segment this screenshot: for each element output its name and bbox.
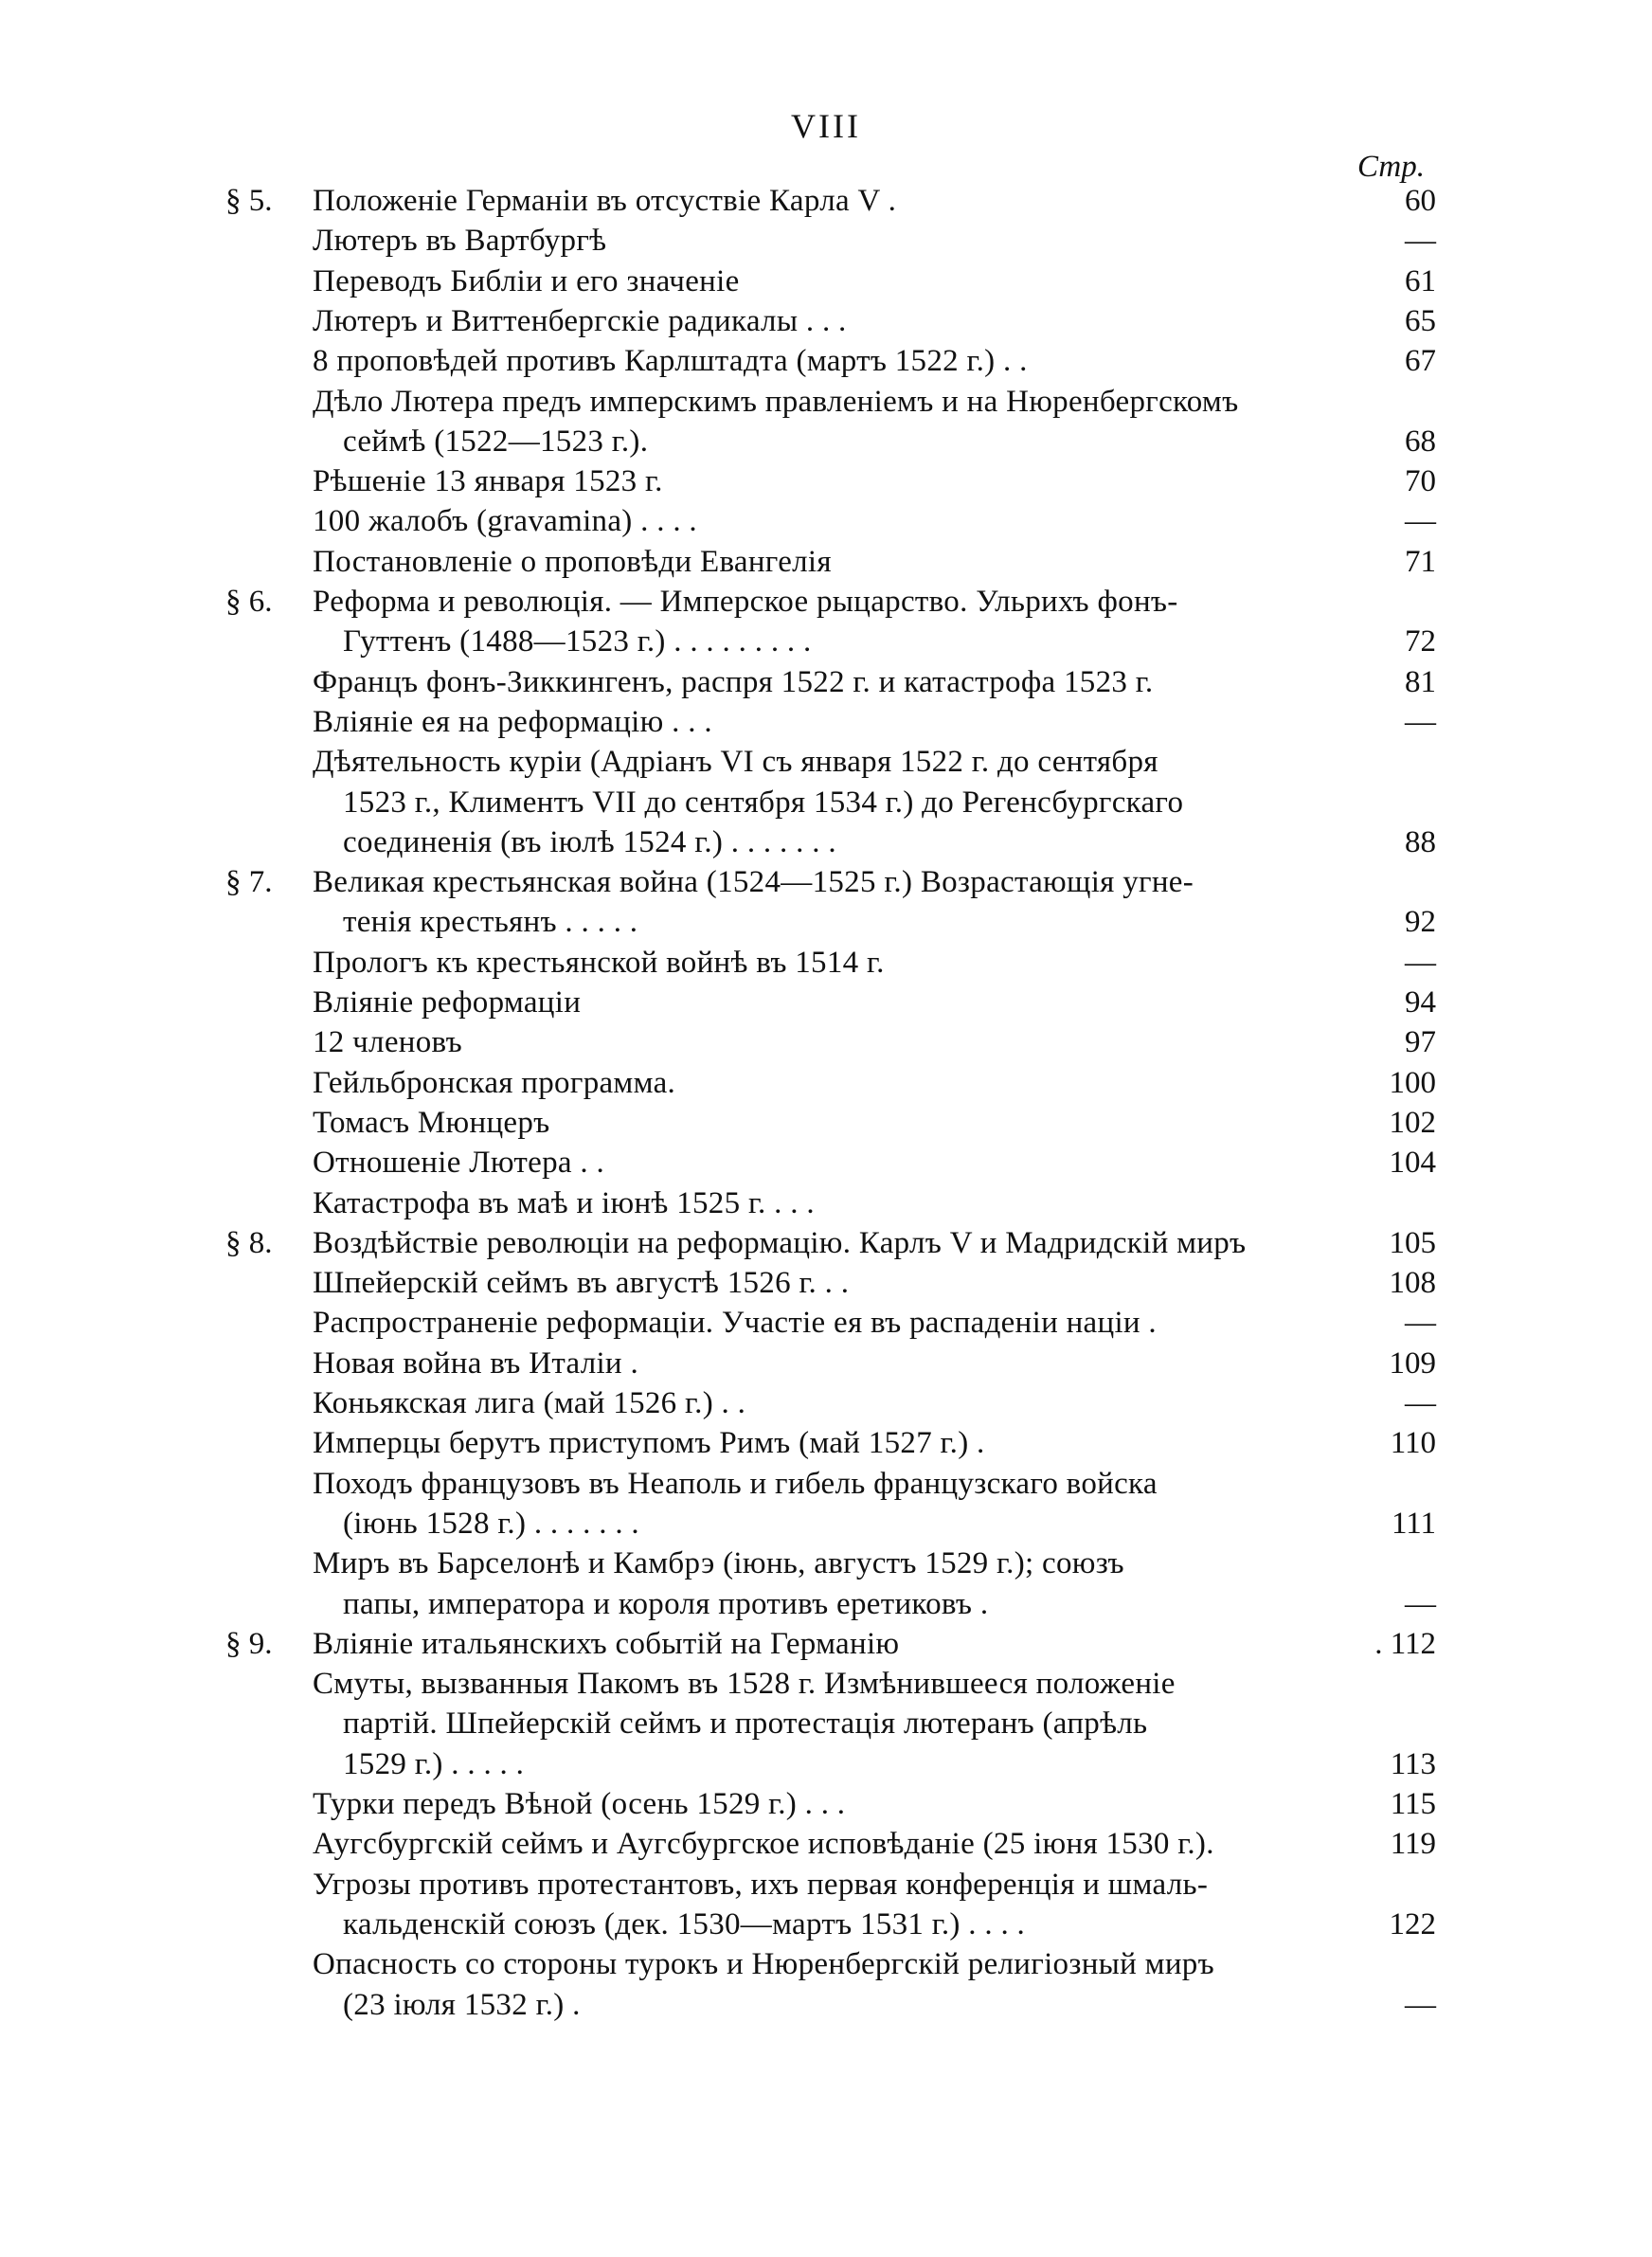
toc-entry-text: сеймѣ (1522—1523 г.). (343, 424, 649, 459)
toc-entry-text: тенія крестьянъ . . . . . (343, 905, 638, 939)
toc-page-number: 111 (1391, 1507, 1436, 1541)
toc-page-number: 100 (1389, 1066, 1436, 1100)
toc-entry-text: Коньякская лига (май 1526 г.) . . (313, 1386, 746, 1420)
toc-section-number: § 5. (225, 184, 273, 218)
toc-entry-text: Гуттенъ (1488—1523 г.) . . . . . . . . . (343, 624, 812, 659)
toc-entry-text: Рѣшеніе 13 января 1523 г. (313, 464, 663, 498)
toc-entry-text: Миръ въ Барселонѣ и Камбрэ (іюнь, августъ 1529 г.); союзъ (313, 1546, 1124, 1580)
toc-page-number: 65 (1405, 304, 1436, 338)
toc-entry-text: Новая война въ Италіи . (313, 1346, 638, 1381)
toc-page-number: 109 (1389, 1346, 1436, 1381)
toc-page-number: 71 (1405, 545, 1436, 579)
toc-entry-text: Вліяніе реформаціи (313, 985, 582, 1020)
toc-page-number: 68 (1405, 424, 1436, 459)
toc-page-number: 108 (1389, 1266, 1436, 1300)
toc-page-number: 119 (1390, 1827, 1436, 1861)
toc-entry-text: Прологъ къ крестьянской войнѣ въ 1514 г. (313, 946, 885, 980)
toc-entry-text: Турки передъ Вѣной (осень 1529 г.) . . . (313, 1787, 846, 1821)
toc-entry-text: Шпейерскій сеймъ въ августѣ 1526 г. . . (313, 1266, 850, 1300)
toc-page-number: 67 (1405, 344, 1436, 378)
toc-page-number: 92 (1405, 905, 1436, 939)
toc-page-number: — (1405, 705, 1436, 739)
toc-entry-text: Постановленіе о проповѣди Евангелія (313, 545, 832, 579)
toc-entry-text: Лютеръ въ Вартбургѣ (313, 224, 607, 258)
toc-section-number: § 7. (225, 865, 273, 899)
toc-entry-text: Аугсбургскій сеймъ и Аугсбургское исповѣданіе (25 іюня 1530 г.). (313, 1827, 1214, 1861)
toc-entry-text: Лютеръ и Виттенбергскіе радикалы . . . (313, 304, 847, 338)
toc-page-number: — (1405, 1306, 1436, 1340)
toc-page-number: 88 (1405, 825, 1436, 859)
toc-section-number: § 6. (225, 585, 273, 619)
toc-page-number: — (1405, 504, 1436, 538)
toc-page-number: 122 (1389, 1907, 1436, 1941)
toc-page-number: 104 (1389, 1146, 1436, 1180)
toc-entry-text: папы, императора и короля противъ еретиковъ . (343, 1587, 989, 1621)
toc-entry-text: 1529 г.) . . . . . (343, 1747, 525, 1781)
toc-entry-text: соединенія (въ іюлѣ 1524 г.) . . . . . . . (343, 825, 836, 859)
toc-entry-text: Имперцы берутъ приступомъ Римъ (май 1527 г.) . (313, 1426, 985, 1460)
toc-page-number: 60 (1405, 184, 1436, 218)
toc-page-number: 102 (1389, 1106, 1436, 1140)
toc-entry-text: партій. Шпейерскій сеймъ и протестація лютеранъ (апрѣль (343, 1706, 1148, 1741)
toc-page-number: 70 (1405, 464, 1436, 498)
toc-page-number: 115 (1390, 1787, 1436, 1821)
toc-page-number: . 112 (1374, 1627, 1436, 1661)
toc-entry-text: Францъ фонъ-Зиккингенъ, распря 1522 г. и катастрофа 1523 г. (313, 665, 1154, 699)
toc-entry-text: Переводъ Библіи и его значеніе (313, 264, 740, 298)
toc-entry-text: Реформа и революція. — Имперское рыцарство. Ульрихъ фонъ- (313, 585, 1178, 619)
toc-entry-text: Распространеніе реформаціи. Участіе ея въ распаденіи націи . (313, 1306, 1157, 1340)
page-column-label: Стр. (1356, 150, 1425, 184)
toc-page-number: — (1405, 1988, 1436, 2022)
toc-entry-text: 100 жалобъ (gravamina) . . . . (313, 504, 697, 538)
toc-entry-text: Походъ французовъ въ Неаполь и гибель французскаго войска (313, 1467, 1158, 1501)
toc-page-number: 61 (1405, 264, 1436, 298)
page-number: VIII (791, 107, 861, 145)
toc-entry-text: (23 іюля 1532 г.) . (343, 1988, 581, 2022)
toc-entry-text: Великая крестьянская война (1524—1525 г.) Возрастающія угне- (313, 865, 1194, 899)
toc-entry-text: Катастрофа въ маѣ и іюнѣ 1525 г. . . . (313, 1186, 815, 1220)
toc-page-number: — (1405, 1386, 1436, 1420)
toc-entry-text: Вліяніе ея на реформацію . . . (313, 705, 712, 739)
toc-entry-text: Смуты, вызванныя Пакомъ въ 1528 г. Измѣнившееся положеніе (313, 1667, 1176, 1701)
toc-entry-text: 1523 г., Климентъ VII до сентября 1534 г.) до Регенсбургскаго (343, 785, 1184, 820)
toc-entry-text: Отношеніе Лютера . . (313, 1146, 605, 1180)
toc-entry-text: 8 проповѣдей противъ Карлштадта (мартъ 1522 г.) . . (313, 344, 1028, 378)
toc-entry-text: Дѣятельность куріи (Адріанъ VI съ января 1522 г. до сентября (313, 745, 1158, 779)
toc-page-number: 105 (1389, 1226, 1436, 1260)
toc-entry-text: (іюнь 1528 г.) . . . . . . . (343, 1507, 639, 1541)
toc-page-number: — (1405, 1587, 1436, 1621)
toc-entry-text: Вліяніе итальянскихъ событій на Германію (313, 1627, 900, 1661)
toc-page-number: 110 (1390, 1426, 1436, 1460)
toc-entry-text: Воздѣйствіе революціи на реформацію. Карлъ V и Мадридскій миръ (313, 1226, 1247, 1260)
toc-entry-text: Опасность со стороны турокъ и Нюренбергскій религіозный миръ (313, 1947, 1214, 1981)
toc-page-number: — (1405, 946, 1436, 980)
toc-page-number: — (1405, 224, 1436, 258)
toc-section-number: § 8. (225, 1226, 273, 1260)
toc-entry-text: Положеніе Германіи въ отсуствіе Карла V . (313, 184, 897, 218)
toc-entry-text: Томасъ Мюнцеръ (313, 1106, 550, 1140)
toc-entry-text: Угрозы противъ протестантовъ, ихъ первая конференція и шмаль- (313, 1868, 1209, 1902)
toc-entry-text: Гейльбронская программа. (313, 1066, 676, 1100)
toc-entry-text: кальденскій союзъ (дек. 1530—мартъ 1531 г.) . . . . (343, 1907, 1026, 1941)
toc-entry-text: Дѣло Лютера предъ имперскимъ правленіемъ и на Нюренбергскомъ (313, 385, 1239, 419)
toc-page-number: 97 (1405, 1025, 1436, 1059)
toc-entry-text: 12 членовъ (313, 1025, 462, 1059)
toc-page-number: 113 (1390, 1747, 1436, 1781)
toc-section-number: § 9. (225, 1627, 273, 1661)
toc-page-number: 81 (1405, 665, 1436, 699)
toc-page-number: 94 (1405, 985, 1436, 1020)
toc-page-number: 72 (1405, 624, 1436, 659)
